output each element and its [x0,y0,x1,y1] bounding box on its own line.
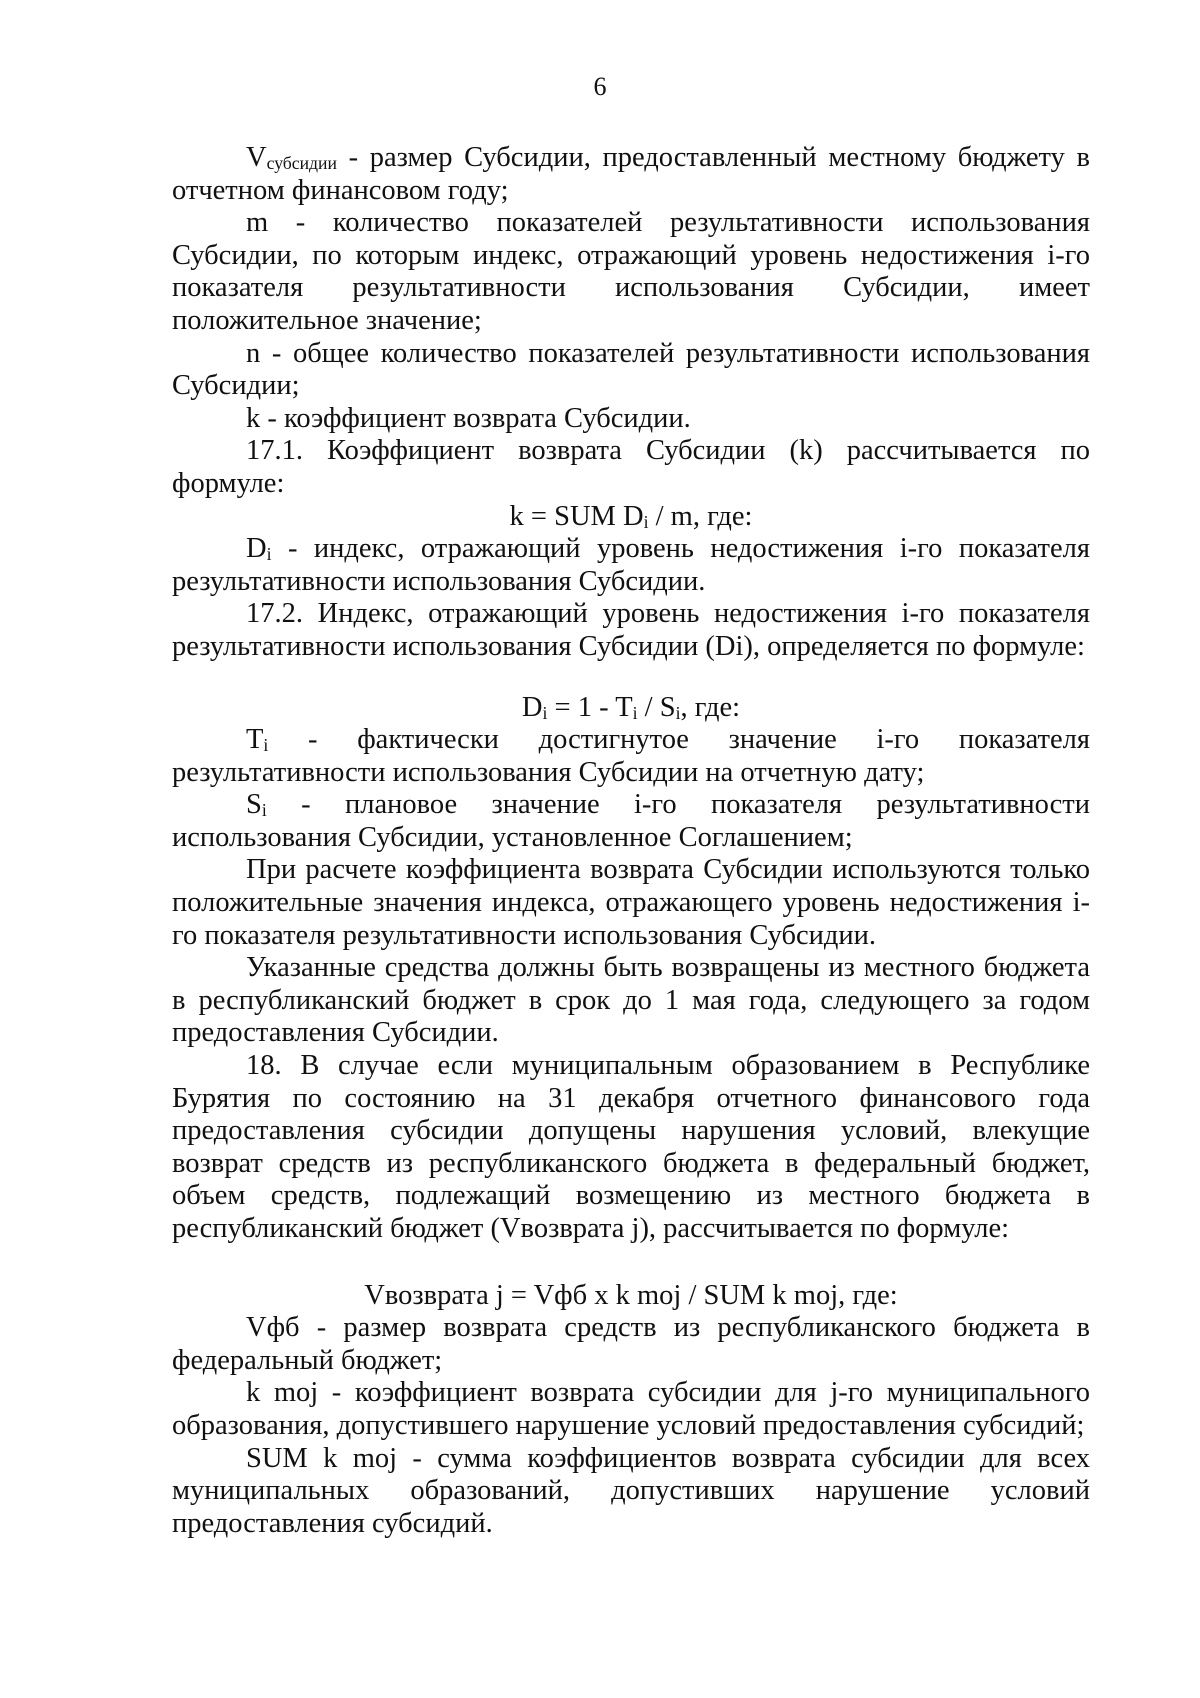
paragraph-positive-values: При расчете коэффициента возврата Субсидии используются только положительные значения индекса, отражающего уровень недостижения i-го показателя результативности использования Субсидии. [172,854,1090,951]
page-number: 6 [593,72,607,101]
paragraph-18: 18. В случае если муниципальным образованием в Республике Бурятия по состоянию на 31 декабря отчетного финансового года предоставления субсидии допущены нарушения условий, влекущие возврат средств из республиканского бюджета в федеральный бюджет, объем средств, подлежащий возмещению из местного бюджета в республиканский бюджет (Vвозврата j), рассчитывается по формуле: [172,1050,1090,1244]
document-body [172,142,1090,1540]
paragraph-vfb-definition: Vфб - размер возврата средств из республиканского бюджета в федеральный бюджет; [172,1312,1090,1376]
paragraph-m-definition: m - количество показателей результативности использования Субсидии, по которым индекс, отражающий уровень недостижения i-го показателя результативности использования Субсидии, имеет положительное значение; [172,207,1090,336]
formula-di: $D_i = 1 - T_i / S_i$, где: [521,691,741,723]
paragraph-n-definition: n - общее количество показателей результативности использования Субсидии; [172,337,1090,402]
paragraph-di-definition: $D_i$ - индекс, отражающий уровень недостижения i-го показателя результативности использования Субсидии. [172,533,1090,597]
formula-v-return: Vвозврата j = Vфб x k moj / SUM k moj, где: [364,1279,898,1311]
paragraph-ti-definition: $T_i$ - фактически достигнутое значение i-го показателя результативности использования Субсидии на отчетную дату; [172,724,1090,788]
paragraph-v-subsidy: $V_{субсидии}$ - размер Субсидии, предоставленный местному бюджету в отчетном финансовом году; [172,142,1090,206]
paragraph-kmoj-definition: k moj - коэффициент возврата субсидии для j-го муниципального образования, допустившего нарушение условий предоставления субсидий; [172,1377,1090,1441]
paragraph-k-definition: k - коэффициент возврата Субсидии. [246,402,691,434]
paragraph-sum-kmoj-definition: SUM k moj - сумма коэффициентов возврата субсидии для всех муниципальных образований, допустивших нарушение условий предоставления субсидий. [172,1442,1090,1539]
paragraph-return-deadline: Указанные средства должны быть возвращены из местного бюджета в республиканский бюджет в срок до 1 мая года, следующего за годом предоставления Субсидии. [172,952,1090,1049]
formula-k: k = SUM $D_i$ / m, где: [509,500,753,532]
paragraph-17-2: 17.2. Индекс, отражающий уровень недостижения i-го показателя результативности использования Субсидии (Di), определяется по формуле: [172,598,1090,662]
paragraph-si-definition: $S_i$ - плановое значение i-го показателя результативности использования Субсидии, установленное Соглашением; [172,789,1090,853]
paragraph-17-1: 17.1. Коэффициент возврата Субсидии (k) рассчитывается по формуле: [172,435,1090,499]
